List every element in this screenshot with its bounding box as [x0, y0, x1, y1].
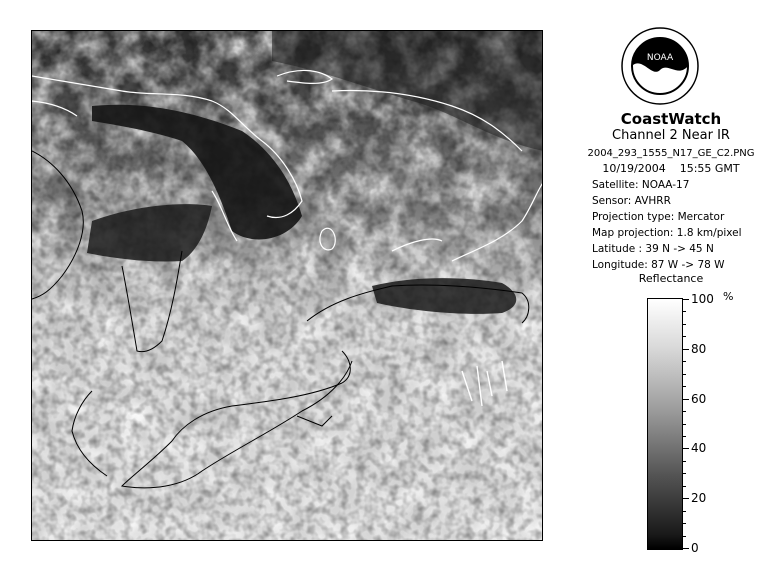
- noaa-logo-text: NOAA: [646, 53, 674, 63]
- satellite-info: Satellite: NOAA-17: [592, 179, 690, 191]
- colorbar-tick: [682, 411, 686, 412]
- colorbar-tick: [682, 448, 689, 449]
- colorbar-title: Reflectance: [638, 272, 704, 285]
- image-datetime: 10/19/2004 15:55 GMT: [602, 162, 740, 175]
- colorbar-tick: [682, 386, 686, 387]
- colorbar-tick: [682, 486, 686, 487]
- longitude-info: Longitude: 87 W -> 78 W: [592, 259, 725, 271]
- reflectance-colorbar: [647, 298, 683, 550]
- noaa-logo: [620, 26, 700, 106]
- colorbar-tick: [682, 536, 686, 537]
- colorbar-tick: [682, 548, 689, 549]
- colorbar-tick: [682, 498, 689, 499]
- colorbar-tick-label: 100: [691, 292, 714, 306]
- colorbar-tick: [682, 361, 686, 362]
- colorbar-tick: [682, 461, 686, 462]
- colorbar-tick-label: 60: [691, 392, 707, 406]
- colorbar-tick: [682, 523, 686, 524]
- channel-title: Channel 2 Near IR: [612, 128, 730, 143]
- map-projection-info: Map projection: 1.8 km/pixel: [592, 227, 742, 239]
- latitude-info: Latitude : 39 N -> 45 N: [592, 243, 714, 255]
- colorbar-unit: %: [723, 290, 734, 303]
- colorbar-tick-label: 0: [691, 541, 699, 555]
- brand-title: CoastWatch: [620, 110, 722, 128]
- colorbar-tick-label: 80: [691, 342, 707, 356]
- colorbar-tick: [682, 299, 689, 300]
- colorbar-tick: [682, 436, 686, 437]
- colorbar-tick: [682, 336, 686, 337]
- colorbar-tick: [682, 349, 689, 350]
- colorbar-tick: [682, 424, 686, 425]
- colorbar-tick: [682, 399, 689, 400]
- sensor-info: Sensor: AVHRR: [592, 195, 671, 207]
- satellite-image: [31, 30, 543, 541]
- colorbar-tick-label: 20: [691, 491, 707, 505]
- projection-type-info: Projection type: Mercator: [592, 211, 725, 223]
- colorbar-tick: [682, 473, 686, 474]
- colorbar-tick-label: 40: [691, 441, 707, 455]
- image-filename: 2004_293_1555_N17_GE_C2.PNG: [587, 148, 755, 159]
- colorbar-tick: [682, 511, 686, 512]
- colorbar-tick: [682, 374, 686, 375]
- colorbar-tick: [682, 324, 686, 325]
- colorbar-tick: [682, 311, 686, 312]
